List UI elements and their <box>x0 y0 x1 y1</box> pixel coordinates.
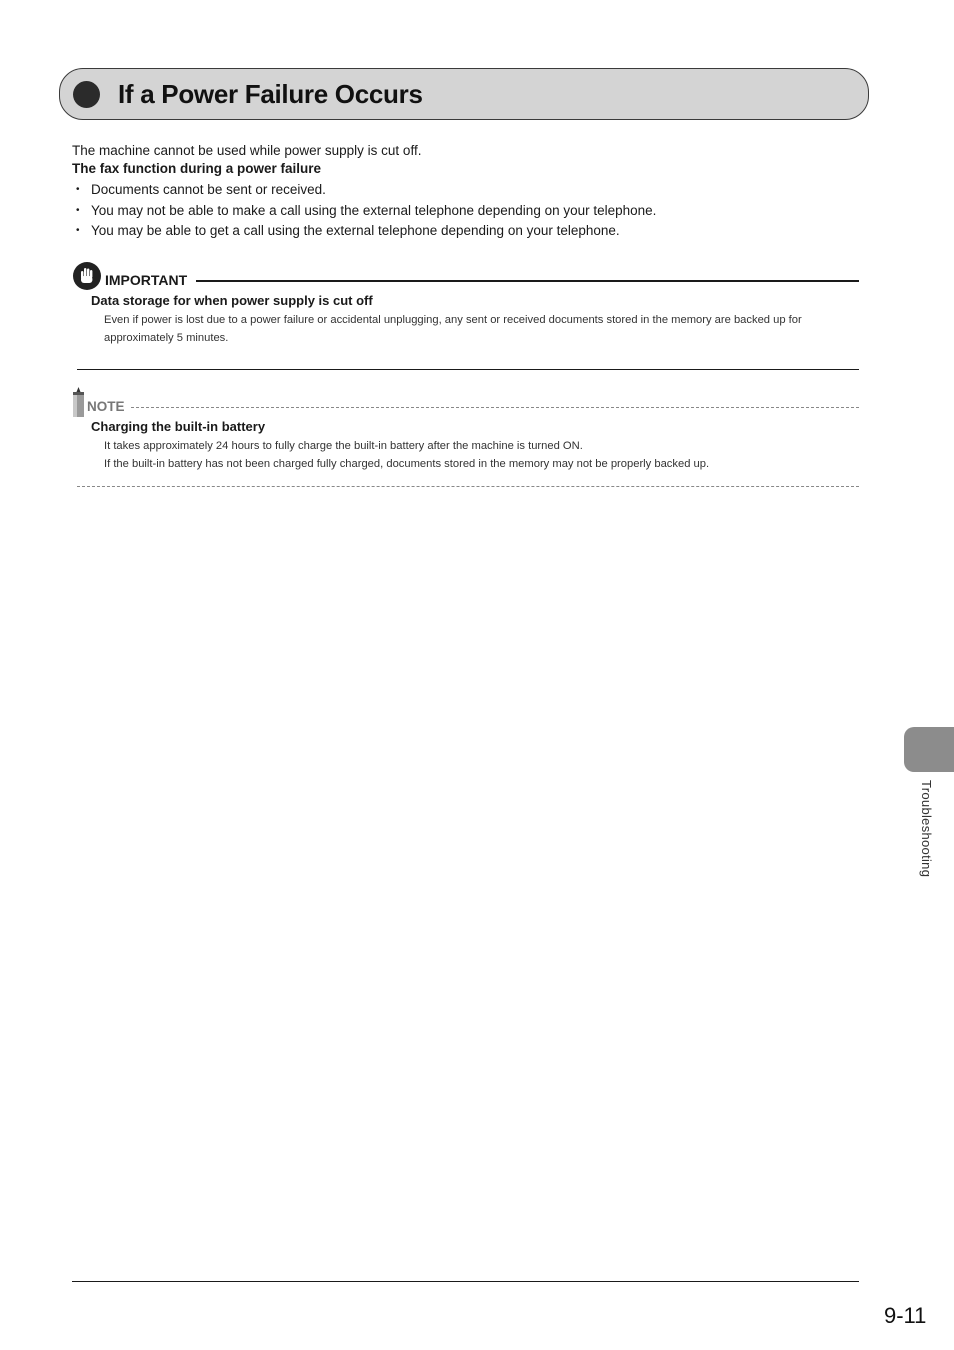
intro-text: The machine cannot be used while power supply is cut off. <box>72 143 422 158</box>
note-label: NOTE <box>87 399 125 414</box>
important-heading: Data storage for when power supply is cut off <box>91 293 373 308</box>
section-title-bar <box>59 68 869 120</box>
fax-heading: The fax function during a power failure <box>72 161 322 176</box>
page-title: If a Power Failure Occurs <box>118 79 423 109</box>
page-number: 9-11 <box>884 1303 927 1328</box>
important-body: Even if power is lost due to a power failure or accidental unplugging, any sent or received documents stored in the memory are backed up for approximately 5 minutes. <box>104 314 802 344</box>
note-body <box>104 437 854 473</box>
divider <box>77 369 859 370</box>
list-item: • Documents cannot be sent or received. <box>76 181 656 202</box>
note-line: It takes approximately 24 hours to fully charge the built-in battery after the machine is turned ON. <box>104 440 583 452</box>
footer-divider <box>72 1281 859 1282</box>
divider <box>131 407 859 408</box>
chapter-label: Troubleshooting <box>919 780 934 878</box>
pencil-icon <box>72 387 85 417</box>
fax-bullet-list <box>76 181 656 243</box>
list-item: • You may be able to get a call using the external telephone depending on your telephone. <box>76 222 656 243</box>
title-bullet-icon <box>73 81 100 108</box>
list-item: • You may not be able to make a call using the external telephone depending on your telephone. <box>76 202 656 223</box>
chapter-tab <box>904 727 954 772</box>
divider <box>77 486 859 487</box>
divider <box>196 280 859 282</box>
note-line: If the built-in battery has not been charged fully charged, documents stored in the memory may not be properly backed up. <box>104 458 710 470</box>
hand-stop-icon <box>73 262 101 290</box>
important-label: IMPORTANT <box>105 272 188 288</box>
note-heading: Charging the built-in battery <box>91 419 266 434</box>
